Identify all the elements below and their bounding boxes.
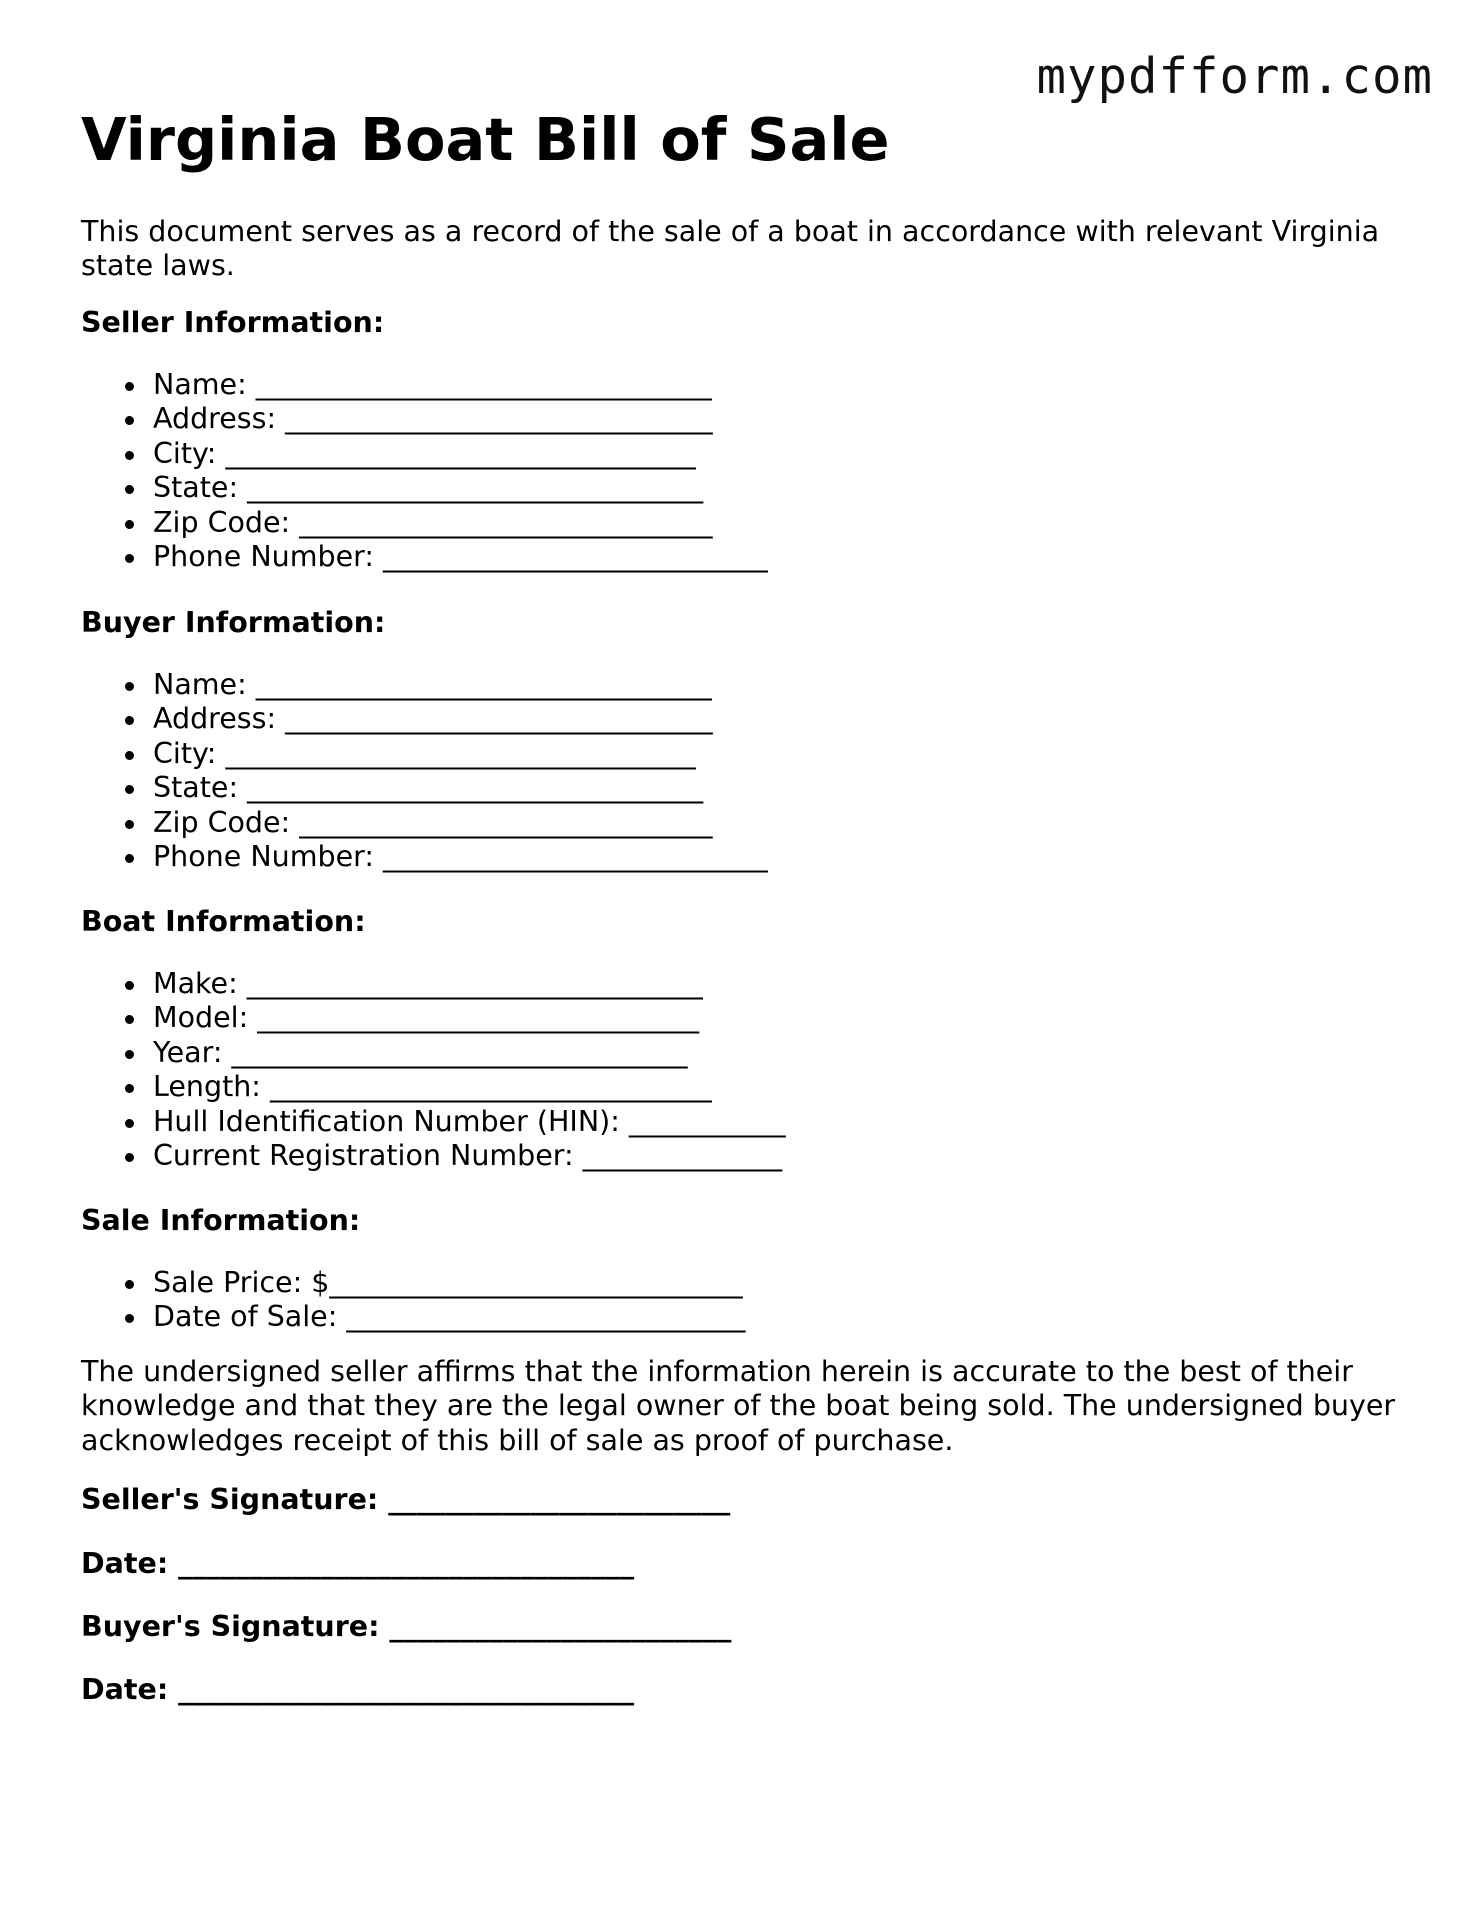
boat-hin-field[interactable]: Hull Identification Number (HIN): ___________ bbox=[153, 1104, 786, 1138]
boat-model-field[interactable]: Model: _______________________________ bbox=[153, 1001, 786, 1035]
seller-info-heading: Seller Information: bbox=[81, 306, 385, 339]
seller-state-field[interactable]: State: ________________________________ bbox=[153, 471, 768, 505]
seller-zip-field[interactable]: Zip Code: _____________________________ bbox=[153, 506, 768, 540]
seller-address-field[interactable]: Address: ______________________________ bbox=[153, 402, 768, 436]
buyer-signature-field[interactable]: Buyer's Signature: ________________________ bbox=[81, 1610, 732, 1643]
buyer-info-heading: Buyer Information: bbox=[81, 606, 386, 639]
document-title: Virginia Boat Bill of Sale bbox=[81, 105, 890, 174]
sale-price-field[interactable]: Sale Price: $_____________________________ bbox=[153, 1266, 745, 1300]
buyer-name-field[interactable]: Name: ________________________________ bbox=[153, 668, 768, 702]
sale-fields-list bbox=[81, 1266, 745, 1335]
sale-date-field[interactable]: Date of Sale: ____________________________ bbox=[153, 1300, 746, 1334]
buyer-date-field[interactable]: Date: ________________________________ bbox=[81, 1673, 635, 1706]
seller-fields-list bbox=[81, 368, 768, 574]
seller-city-field[interactable]: City: _________________________________ bbox=[153, 437, 768, 471]
buyer-city-field[interactable]: City: _________________________________ bbox=[153, 737, 768, 771]
buyer-state-field[interactable]: State: ________________________________ bbox=[153, 771, 768, 805]
buyer-zip-field[interactable]: Zip Code: _____________________________ bbox=[153, 806, 768, 840]
boat-make-field[interactable]: Make: ________________________________ bbox=[153, 967, 786, 1001]
seller-date-field[interactable]: Date: ________________________________ bbox=[81, 1547, 635, 1580]
boat-registration-field[interactable]: Current Registration Number: ______________ bbox=[153, 1139, 786, 1173]
seller-phone-field[interactable]: Phone Number: ___________________________ bbox=[153, 540, 768, 574]
buyer-address-field[interactable]: Address: ______________________________ bbox=[153, 702, 768, 736]
boat-year-field[interactable]: Year: ________________________________ bbox=[153, 1036, 786, 1070]
document-page bbox=[81, 100, 1401, 1706]
site-watermark: mypdfform.com bbox=[1036, 48, 1433, 105]
seller-name-field[interactable]: Name: ________________________________ bbox=[153, 368, 768, 402]
buyer-fields-list bbox=[81, 668, 768, 874]
boat-length-field[interactable]: Length: _______________________________ bbox=[153, 1070, 786, 1104]
boat-info-heading: Boat Information: bbox=[81, 905, 366, 938]
buyer-phone-field[interactable]: Phone Number: ___________________________ bbox=[153, 840, 768, 874]
intro-paragraph: This document serves as a record of the sale of a boat in accordance with relevant Virginia state laws. bbox=[81, 215, 1380, 282]
affirmation-paragraph: The undersigned seller affirms that the information herein is accurate to the best of their knowledge and that they are the legal owner of the boat being sold. The undersigned buyer acknowledges receipt of this bill of sale as proof of purchase. bbox=[81, 1355, 1396, 1457]
boat-fields-list bbox=[81, 967, 786, 1173]
sale-info-heading: Sale Information: bbox=[81, 1204, 361, 1237]
seller-signature-field[interactable]: Seller's Signature: ________________________ bbox=[81, 1483, 731, 1516]
